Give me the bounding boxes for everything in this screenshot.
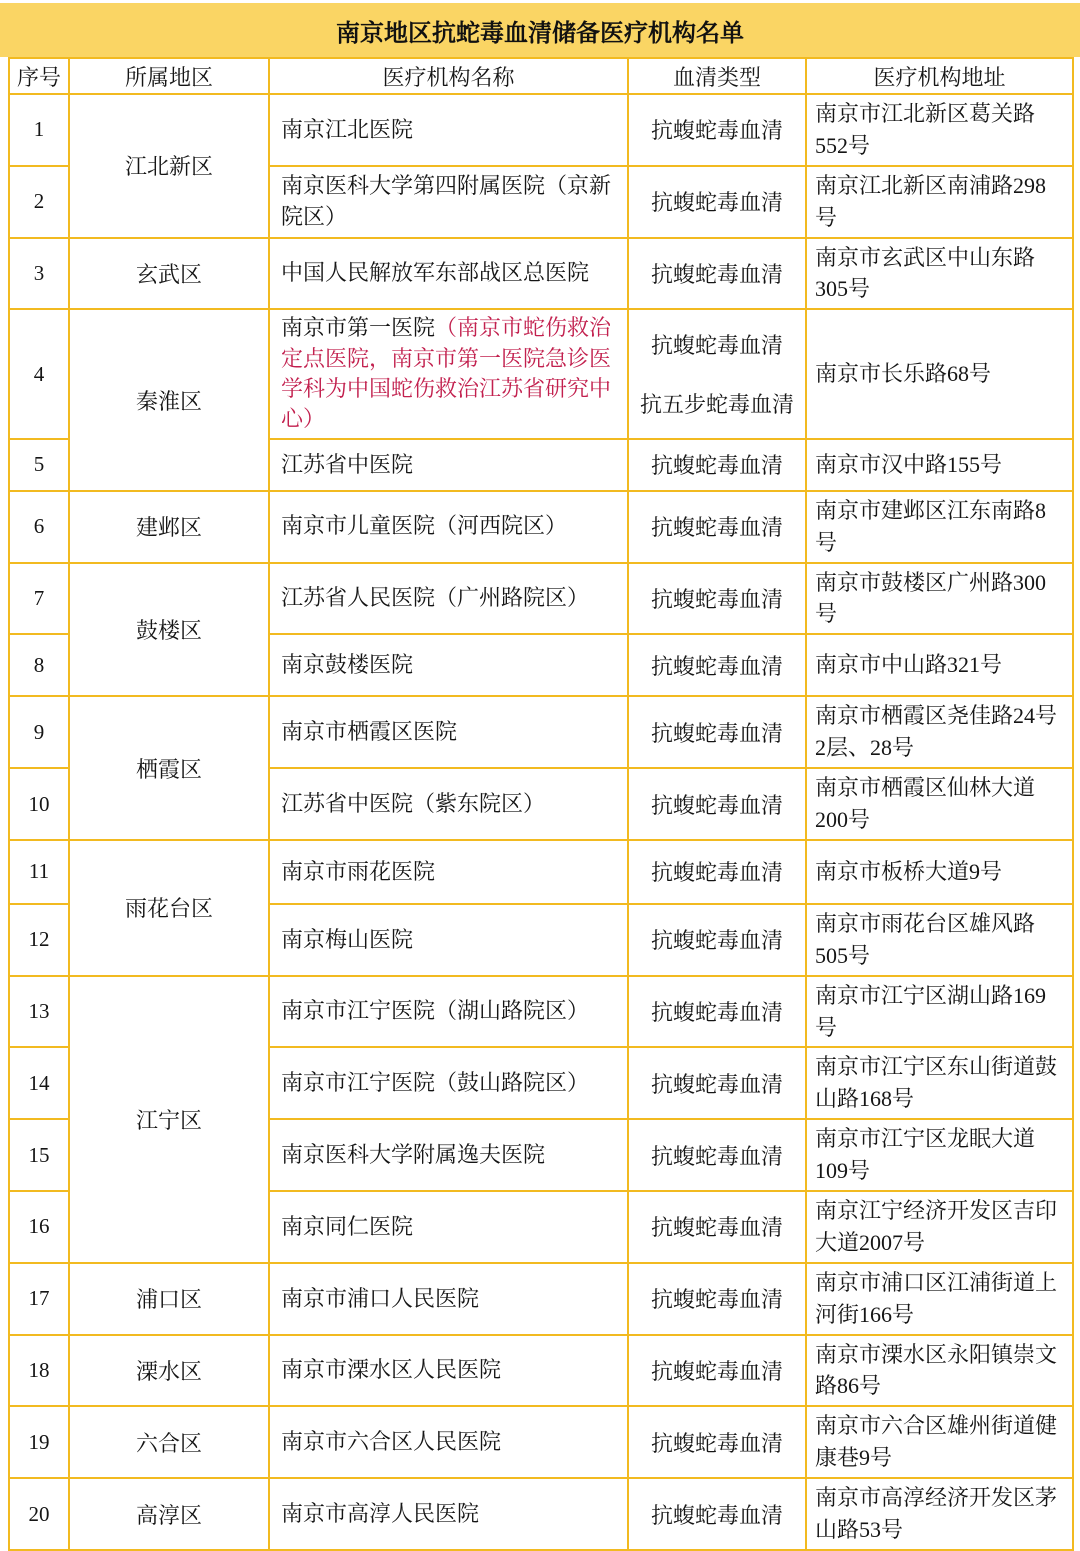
row-index: 11 bbox=[9, 840, 69, 904]
table-row bbox=[9, 1263, 1073, 1335]
table-row bbox=[9, 309, 1073, 438]
serum-type: 抗蝮蛇毒血清 bbox=[628, 439, 806, 491]
hospital-name: 南京市浦口人民医院 bbox=[269, 1263, 628, 1335]
serum-type: 抗五步蛇毒血清 bbox=[639, 392, 794, 418]
row-index: 9 bbox=[9, 696, 69, 768]
serum-type: 抗蝮蛇毒血清 bbox=[628, 634, 806, 696]
row-index: 13 bbox=[9, 976, 69, 1048]
hospital-address: 南京市玄武区中山东路305号 bbox=[806, 238, 1073, 310]
table-row bbox=[9, 238, 1073, 310]
district-cell: 玄武区 bbox=[69, 238, 269, 310]
hospital-address: 南京市浦口区江浦街道上河街166号 bbox=[806, 1263, 1073, 1335]
table-row bbox=[9, 1478, 1073, 1550]
row-index: 18 bbox=[9, 1335, 69, 1407]
serum-type: 抗蝮蛇毒血清 bbox=[628, 94, 806, 166]
table-row bbox=[9, 696, 1073, 768]
district-cell: 栖霞区 bbox=[69, 696, 269, 840]
district-cell: 高淳区 bbox=[69, 1478, 269, 1550]
hospital-name: 南京市栖霞区医院 bbox=[269, 696, 628, 768]
row-index: 14 bbox=[9, 1047, 69, 1119]
hospital-name: 南京梅山医院 bbox=[269, 904, 628, 976]
col-header-index: 序号 bbox=[9, 58, 69, 94]
serum-type: 抗蝮蛇毒血清 bbox=[628, 1335, 806, 1407]
row-index: 2 bbox=[9, 166, 69, 238]
serum-type: 抗蝮蛇毒血清 bbox=[628, 840, 806, 904]
district-cell: 浦口区 bbox=[69, 1263, 269, 1335]
serum-type: 抗蝮蛇毒血清 bbox=[628, 238, 806, 310]
district-cell: 江宁区 bbox=[69, 976, 269, 1263]
serum-type: 抗蝮蛇毒血清 bbox=[628, 768, 806, 840]
row-index: 12 bbox=[9, 904, 69, 976]
hospital-name: 南京医科大学第四附属医院（京新院区） bbox=[269, 166, 628, 238]
district-cell: 雨花台区 bbox=[69, 840, 269, 976]
table-row bbox=[9, 1335, 1073, 1407]
hospital-name: 南京市江宁医院（鼓山路院区） bbox=[269, 1047, 628, 1119]
hospital-name: 江苏省中医院（紫东院区） bbox=[269, 768, 628, 840]
serum-type-cell bbox=[628, 309, 806, 438]
table-row bbox=[9, 1406, 1073, 1478]
district-cell: 建邺区 bbox=[69, 491, 269, 563]
serum-hospital-table bbox=[8, 57, 1074, 1551]
district-cell: 江北新区 bbox=[69, 94, 269, 238]
hospital-name-cell bbox=[269, 309, 628, 438]
serum-type: 抗蝮蛇毒血清 bbox=[628, 1406, 806, 1478]
hospital-address: 南京江北新区南浦路298号 bbox=[806, 166, 1073, 238]
hospital-address: 南京市汉中路155号 bbox=[806, 439, 1073, 491]
hospital-address: 南京市江宁区湖山路169号 bbox=[806, 976, 1073, 1048]
serum-type: 抗蝮蛇毒血清 bbox=[628, 1263, 806, 1335]
serum-type: 抗蝮蛇毒血清 bbox=[650, 333, 783, 359]
hospital-name: 南京市儿童医院（河西院区） bbox=[269, 491, 628, 563]
hospital-address: 南京市江宁区东山街道鼓山路168号 bbox=[806, 1047, 1073, 1119]
page bbox=[0, 3, 1080, 1543]
serum-type: 抗蝮蛇毒血清 bbox=[628, 1119, 806, 1191]
serum-type: 抗蝮蛇毒血清 bbox=[628, 1047, 806, 1119]
col-header-serum: 血清类型 bbox=[628, 58, 806, 94]
col-header-address: 医疗机构地址 bbox=[806, 58, 1073, 94]
serum-type: 抗蝮蛇毒血清 bbox=[628, 1478, 806, 1550]
row-index: 10 bbox=[9, 768, 69, 840]
hospital-name: 南京同仁医院 bbox=[269, 1191, 628, 1263]
row-index: 8 bbox=[9, 634, 69, 696]
col-header-name: 医疗机构名称 bbox=[269, 58, 628, 94]
header-row bbox=[9, 58, 1073, 94]
hospital-name: 南京市溧水区人民医院 bbox=[269, 1335, 628, 1407]
hospital-address: 南京市长乐路68号 bbox=[806, 309, 1073, 438]
hospital-address: 南京市建邺区江东南路8号 bbox=[806, 491, 1073, 563]
hospital-name: 江苏省中医院 bbox=[269, 439, 628, 491]
hospital-name: 南京市六合区人民医院 bbox=[269, 1406, 628, 1478]
hospital-name: 江苏省人民医院（广州路院区） bbox=[269, 563, 628, 635]
page-title: 南京地区抗蛇毒血清储备医疗机构名单 bbox=[0, 3, 1080, 57]
district-cell: 六合区 bbox=[69, 1406, 269, 1478]
serum-type: 抗蝮蛇毒血清 bbox=[628, 563, 806, 635]
district-cell: 鼓楼区 bbox=[69, 563, 269, 697]
table-row bbox=[9, 840, 1073, 904]
district-cell: 溧水区 bbox=[69, 1335, 269, 1407]
hospital-address: 南京市栖霞区尧佳路24号2层、28号 bbox=[806, 696, 1073, 768]
hospital-address: 南京市栖霞区仙林大道200号 bbox=[806, 768, 1073, 840]
hospital-address: 南京市雨花台区雄风路505号 bbox=[806, 904, 1073, 976]
hospital-address: 南京市板桥大道9号 bbox=[806, 840, 1073, 904]
hospital-name: 南京市雨花医院 bbox=[269, 840, 628, 904]
hospital-address: 南京市高淳经济开发区茅山路53号 bbox=[806, 1478, 1073, 1550]
serum-type-list bbox=[629, 315, 805, 433]
hospital-name: 南京市高淳人民医院 bbox=[269, 1478, 628, 1550]
hospital-address: 南京市中山路321号 bbox=[806, 634, 1073, 696]
table-container bbox=[0, 57, 1080, 1551]
row-index: 4 bbox=[9, 309, 69, 438]
hospital-address: 南京市六合区雄州街道健康巷9号 bbox=[806, 1406, 1073, 1478]
serum-type: 抗蝮蛇毒血清 bbox=[628, 166, 806, 238]
col-header-district: 所属地区 bbox=[69, 58, 269, 94]
table-row bbox=[9, 563, 1073, 635]
hospital-address: 南京市鼓楼区广州路300号 bbox=[806, 563, 1073, 635]
hospital-address: 南京市溧水区永阳镇崇文路86号 bbox=[806, 1335, 1073, 1407]
hospital-name: 南京鼓楼医院 bbox=[269, 634, 628, 696]
hospital-name-note: （南京市蛇伤救治定点医院，南京市第一医院急诊医学科为中国蛇伤救治江苏省研究中心） bbox=[281, 315, 612, 432]
hospital-name: 南京市江宁医院（湖山路院区） bbox=[269, 976, 628, 1048]
table-row bbox=[9, 491, 1073, 563]
district-cell: 秦淮区 bbox=[69, 309, 269, 490]
serum-type: 抗蝮蛇毒血清 bbox=[628, 976, 806, 1048]
hospital-name: 南京医科大学附属逸夫医院 bbox=[269, 1119, 628, 1191]
row-index: 15 bbox=[9, 1119, 69, 1191]
row-index: 17 bbox=[9, 1263, 69, 1335]
serum-type: 抗蝮蛇毒血清 bbox=[628, 904, 806, 976]
row-index: 19 bbox=[9, 1406, 69, 1478]
hospital-address: 南京市江宁区龙眠大道109号 bbox=[806, 1119, 1073, 1191]
row-index: 3 bbox=[9, 238, 69, 310]
row-index: 1 bbox=[9, 94, 69, 166]
table-row bbox=[9, 976, 1073, 1048]
hospital-name: 南京市第一医院 bbox=[281, 315, 436, 341]
hospital-name: 中国人民解放军东部战区总医院 bbox=[269, 238, 628, 310]
hospital-address: 南京市江北新区葛关路552号 bbox=[806, 94, 1073, 166]
row-index: 6 bbox=[9, 491, 69, 563]
row-index: 20 bbox=[9, 1478, 69, 1550]
serum-type: 抗蝮蛇毒血清 bbox=[628, 696, 806, 768]
serum-type: 抗蝮蛇毒血清 bbox=[628, 491, 806, 563]
row-index: 7 bbox=[9, 563, 69, 635]
table-row bbox=[9, 94, 1073, 166]
hospital-address: 南京江宁经济开发区吉印大道2007号 bbox=[806, 1191, 1073, 1263]
serum-type: 抗蝮蛇毒血清 bbox=[628, 1191, 806, 1263]
row-index: 5 bbox=[9, 439, 69, 491]
row-index: 16 bbox=[9, 1191, 69, 1263]
hospital-name: 南京江北医院 bbox=[269, 94, 628, 166]
